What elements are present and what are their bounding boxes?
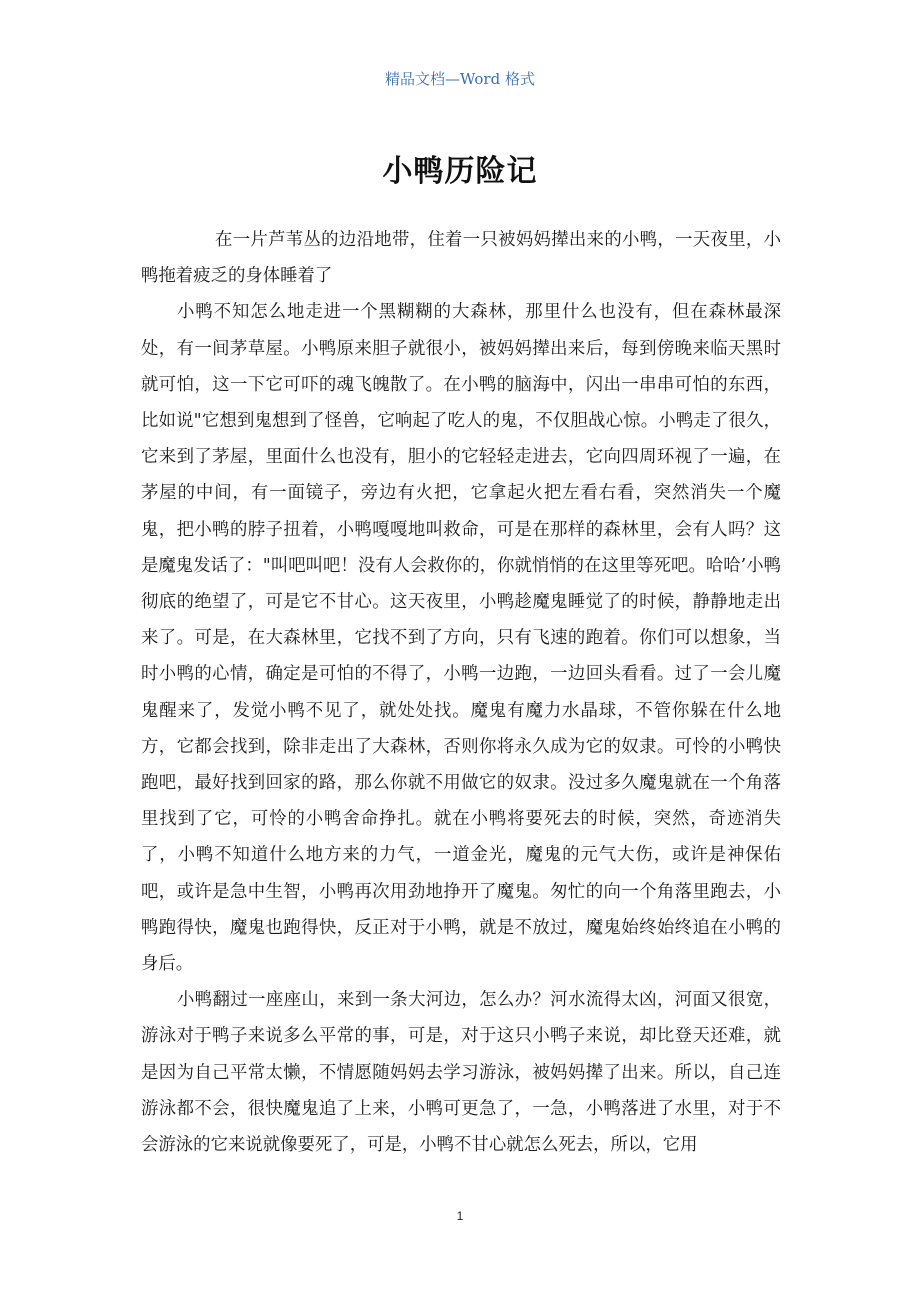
- page-number: 1: [456, 1209, 464, 1223]
- document-header: 精品文档—Word 格式: [385, 70, 535, 88]
- paragraph-3: 小鸭翻过一座座山，来到一条大河边，怎么办？河水流得太凶，河面又很宽，游泳对于鸭子来说多么平常的事，可是，对于这只小鸭子来说，却比登天还难，就是因为自己平常太懒，不情愿随妈妈去学习游泳，被妈妈撵了出来。所以，自己连游泳都不会，很快魔鬼追了上来，小鸭可更急了，一急，小鸭落进了水里，对于不会游泳的它来说就像要死了，可是，小鸭不甘心就怎么死去，所以，它用: [141, 990, 781, 1156]
- paragraph-2: 小鸭不知怎么地走进一个黑糊糊的大森林，那里什么也没有，但在森林最深处，有一间茅草屋。小鸭原来胆子就很小，被妈妈撵出来后，每到傍晚来临天黑时就可怕，这一下它可吓的魂飞魄散了。在小鸭的脑海中，闪出一串串可怕的东西，比如说"它想到鬼想到了怪兽，它响起了吃人的鬼，不仅胆战心惊。小鸭走了很久，它来到了茅屋，里面什么也没有，胆小的它轻轻走进去，它向四周环视了一遍，在茅屋的中间，有一面镜子，旁边有火把，它拿起火把左看右看，突然消失一个魔鬼，把小鸭的脖子扭着，小鸭嘎嘎地叫救命，可是在那样的森林里，会有人吗？这是魔鬼发话了："叫吧叫吧！没有人会救你的，你就悄悄的在这里等死吧。哈哈’小鸭彻底的绝望了，可是它不甘心。这天夜里，小鸭趁魔鬼睡觉了的时候，静静地走出来了。可是，在大森林里，它找不到了方向，只有飞速的跑着。你们可以想象，当时小鸭的心情，确定是可怕的不得了，小鸭一边跑，一边回头看看。过了一会儿魔鬼醒来了，发觉小鸭不见了，就处处找。魔鬼有魔力水晶球，不管你躲在什么地方，它都会找到，除非走出了大森林，否则你将永久成为它的奴隶。可怜的小鸭快跑吧，最好找到回家的路，那么你就不用做它的奴隶。没过多久魔鬼就在一个角落里找到了它，可怜的小鸭舍命挣扎。就在小鸭将要死去的时候，突然，奇迹消失了，小鸭不知道什么地方来的力气，一道金光，魔鬼的元气大伤，或许是神保佑吧，或许是急中生智，小鸭再次用劲地挣开了魔鬼。匆忙的向一个角落里跑去，小鸭跑得快，魔鬼也跑得快，反正对于小鸭，就是不放过，魔鬼始终始终追在小鸭的身后。: [141, 302, 781, 975]
- paragraph-1: 在一片芦苇丛的边沿地带，住着一只被妈妈撵出来的小鸭，一天夜里，小鸭拖着疲乏的身体睡着了: [141, 230, 781, 287]
- document-body: [141, 222, 781, 1163]
- page-title: 小鸭历险记: [382, 154, 538, 189]
